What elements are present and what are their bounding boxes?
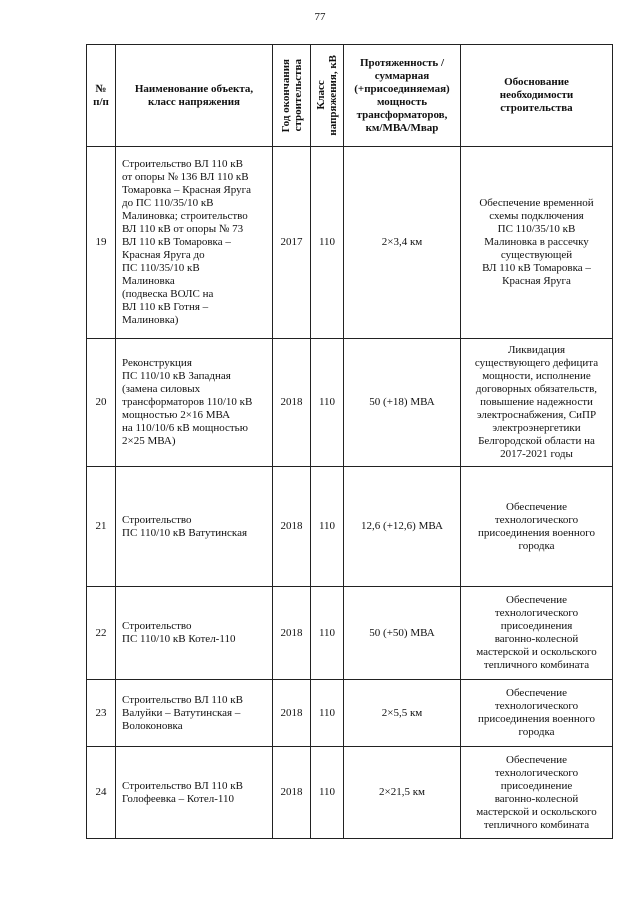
object-name: Строительство ВЛ 110 кВ Голофеевка – Котел-110	[116, 747, 273, 839]
object-name: Реконструкция ПС 110/10 кВ Западная (замена силовых трансформаторов 110/10 кВ мощностью 2×16 МВА на 110/10/6 кВ мощностью 2×25 МВА)	[116, 339, 273, 467]
object-name: Строительство ВЛ 110 кВ Валуйки – Ватутинская – Волоконовка	[116, 680, 273, 747]
projects-table	[86, 44, 613, 839]
row-number: 21	[87, 467, 116, 587]
justification: Обеспечение технологического присоединения вагонно-колесной мастерской и оскольского тепличного комбината	[461, 587, 613, 680]
completion-year: 2018	[273, 587, 311, 680]
length-capacity: 2×3,4 км	[344, 147, 461, 339]
justification: Обеспечение технологического присоединения военного городка	[461, 467, 613, 587]
justification: Обеспечение временной схемы подключения ПС 110/35/10 кВ Малиновка в рассечку существующей ВЛ 110 кВ Томаровка – Красная Яруга	[461, 147, 613, 339]
table-row	[87, 587, 613, 680]
table-row	[87, 680, 613, 747]
voltage-class: 110	[311, 147, 344, 339]
completion-year: 2018	[273, 747, 311, 839]
header-length: Протяженность / суммарная (+присоединяемая) мощность трансформаторов, км/МВА/Мвар	[344, 45, 461, 147]
header-year: Год окончания строительства	[273, 45, 311, 147]
completion-year: 2018	[273, 467, 311, 587]
header-name: Наименование объекта, класс напряжения	[116, 45, 273, 147]
object-name: Строительство ПС 110/10 кВ Ватутинская	[116, 467, 273, 587]
voltage-class: 110	[311, 747, 344, 839]
voltage-class: 110	[311, 339, 344, 467]
table-row	[87, 339, 613, 467]
length-capacity: 2×21,5 км	[344, 747, 461, 839]
length-capacity: 50 (+18) МВА	[344, 339, 461, 467]
length-capacity: 50 (+50) МВА	[344, 587, 461, 680]
justification: Ликвидация существующего дефицита мощности, исполнение договорных обязательств, повышение надежности электроснабжения, СиПР электроэнергетики Белгородской области на 2017-2021 годы	[461, 339, 613, 467]
page-number: 77	[314, 11, 326, 23]
table-row	[87, 747, 613, 839]
row-number: 22	[87, 587, 116, 680]
row-number: 19	[87, 147, 116, 339]
justification: Обеспечение технологического присоединения военного городка	[461, 680, 613, 747]
header-num: № п/п	[87, 45, 116, 147]
header-reason: Обоснование необходимости строительства	[461, 45, 613, 147]
completion-year: 2018	[273, 680, 311, 747]
justification: Обеспечение технологического присоединение вагонно-колесной мастерской и оскольского тепличного комбината	[461, 747, 613, 839]
table-row	[87, 467, 613, 587]
length-capacity: 2×5,5 км	[344, 680, 461, 747]
row-number: 23	[87, 680, 116, 747]
object-name: Строительство ПС 110/10 кВ Котел-110	[116, 587, 273, 680]
voltage-class: 110	[311, 467, 344, 587]
row-number: 24	[87, 747, 116, 839]
header-kv: Класс напряжения, кВ	[311, 45, 344, 147]
voltage-class: 110	[311, 680, 344, 747]
completion-year: 2018	[273, 339, 311, 467]
length-capacity: 12,6 (+12,6) МВА	[344, 467, 461, 587]
object-name: Строительство ВЛ 110 кВ от опоры № 136 ВЛ 110 кВ Томаровка – Красная Яруга до ПС 110/35/10 кВ Малиновка; строительство ВЛ 110 кВ от опоры № 73 ВЛ 110 кВ Томаровка – Красная Яруга до ПС 110/35/10 кВ Малиновка (подвеска ВОЛС на ВЛ 110 кВ Готня – Малиновка)	[116, 147, 273, 339]
voltage-class: 110	[311, 587, 344, 680]
table-row	[87, 147, 613, 339]
header-row	[87, 45, 613, 147]
row-number: 20	[87, 339, 116, 467]
completion-year: 2017	[273, 147, 311, 339]
